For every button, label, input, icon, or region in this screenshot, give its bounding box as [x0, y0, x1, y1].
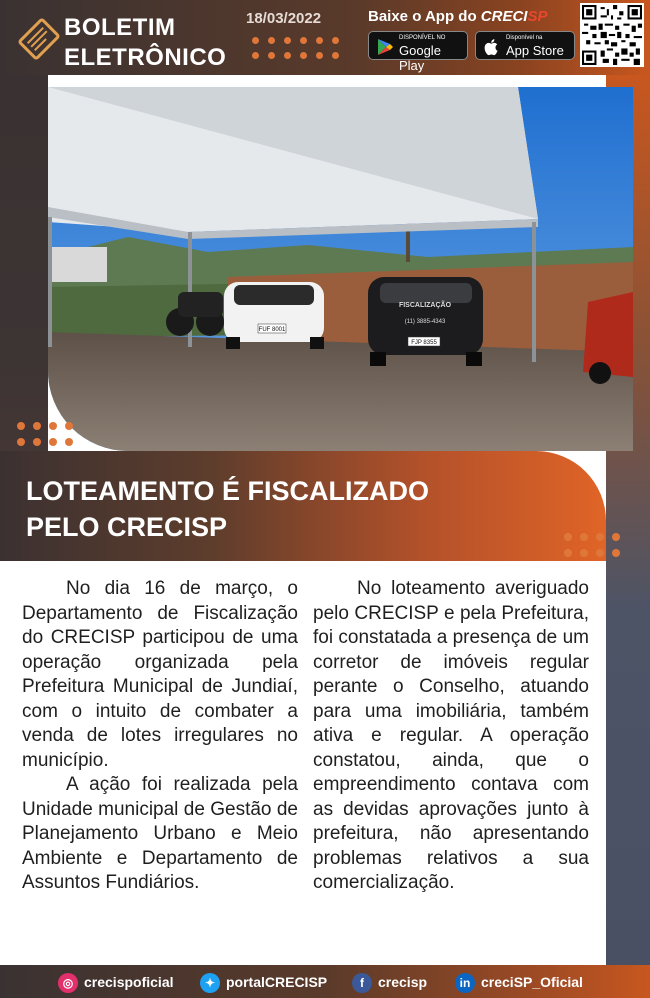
article-paragraph: A ação foi realizada pela Unidade municipal de Gestão de Planejamento Urbano e Meio Ambiente e Departamento de Assuntos Fundiários. — [22, 774, 298, 893]
qr-code[interactable] — [580, 3, 644, 67]
instagram-link[interactable] — [58, 971, 174, 993]
article-title-band — [0, 451, 606, 561]
facebook-link[interactable] — [352, 971, 427, 993]
instagram-icon: ◎ — [58, 973, 78, 993]
vehicle-phone: (11) 3885-4343 — [404, 319, 446, 325]
app-brand-creci: CRECI — [480, 8, 528, 25]
linkedin-link[interactable] — [455, 971, 583, 993]
apple-icon — [483, 38, 501, 56]
brand-title-line1: BOLETIM — [64, 14, 176, 41]
twitter-handle: portalCRECISP — [226, 974, 328, 990]
vehicle-label: FISCALIZAÇÃO — [398, 302, 452, 309]
header-bar — [0, 0, 650, 75]
google-play-button[interactable] — [368, 31, 468, 73]
newspaper-icon — [14, 14, 64, 64]
decorative-dots — [564, 533, 620, 557]
linkedin-handle: creciSP_Oficial — [481, 974, 583, 990]
twitter-icon: ✦ — [200, 973, 220, 993]
white-car-plate: FUF 8001 — [258, 327, 286, 333]
dark-car-plate: FJP 8355 — [411, 340, 437, 346]
app-store-button[interactable] — [475, 31, 575, 60]
app-store-small-text: Disponível na — [506, 35, 543, 41]
google-play-label: Google Play — [399, 43, 441, 73]
decorative-dots — [252, 37, 339, 59]
article-column-1 — [22, 577, 298, 896]
article-title-line2: PELO CRECISP — [26, 512, 228, 542]
google-play-icon — [376, 38, 394, 56]
linkedin-icon: in — [455, 973, 475, 993]
article-column-2 — [313, 577, 589, 896]
instagram-handle: crecispoficial — [84, 974, 174, 990]
article-title-line1: LOTEAMENTO É FISCALIZADO — [26, 476, 429, 506]
decorative-dots — [17, 422, 73, 446]
footer-social-bar — [0, 965, 650, 998]
app-store-label: App Store — [506, 43, 564, 58]
article-title — [26, 473, 429, 545]
app-brand-sp: SP — [527, 8, 548, 25]
brand-title-line2: ELETRÔNICO — [64, 44, 227, 71]
twitter-link[interactable] — [200, 971, 327, 993]
app-download-prefix: Baixe o App do — [368, 8, 481, 25]
google-play-small-text: DISPONÍVEL NO — [399, 35, 446, 41]
app-download-title — [368, 8, 547, 25]
article-paragraph: No loteamento averiguado pelo CRECISP e pela Prefeitura, foi constatada a presença de um corretor de imóveis regular perante o Conselho, atuando para uma imobiliária, também ativa e regular. A operação constatou, ainda, que o empreendimento contava com as devidas aprovações junto à prefeitura, não apresentando problemas relativos a sua comercialização. — [313, 578, 589, 893]
facebook-handle: crecisp — [378, 974, 428, 990]
facebook-icon: f — [352, 973, 372, 993]
issue-date: 18/03/2022 — [246, 10, 322, 27]
article-body — [0, 561, 606, 965]
article-paragraph: No dia 16 de março, o Departamento de Fiscalização do CRECISP participou de uma operação organizada pela Prefeitura Municipal de Jundiaí, com o intuito de combater a venda de lotes irregulares no município. — [22, 578, 298, 771]
article-photo — [48, 87, 633, 451]
